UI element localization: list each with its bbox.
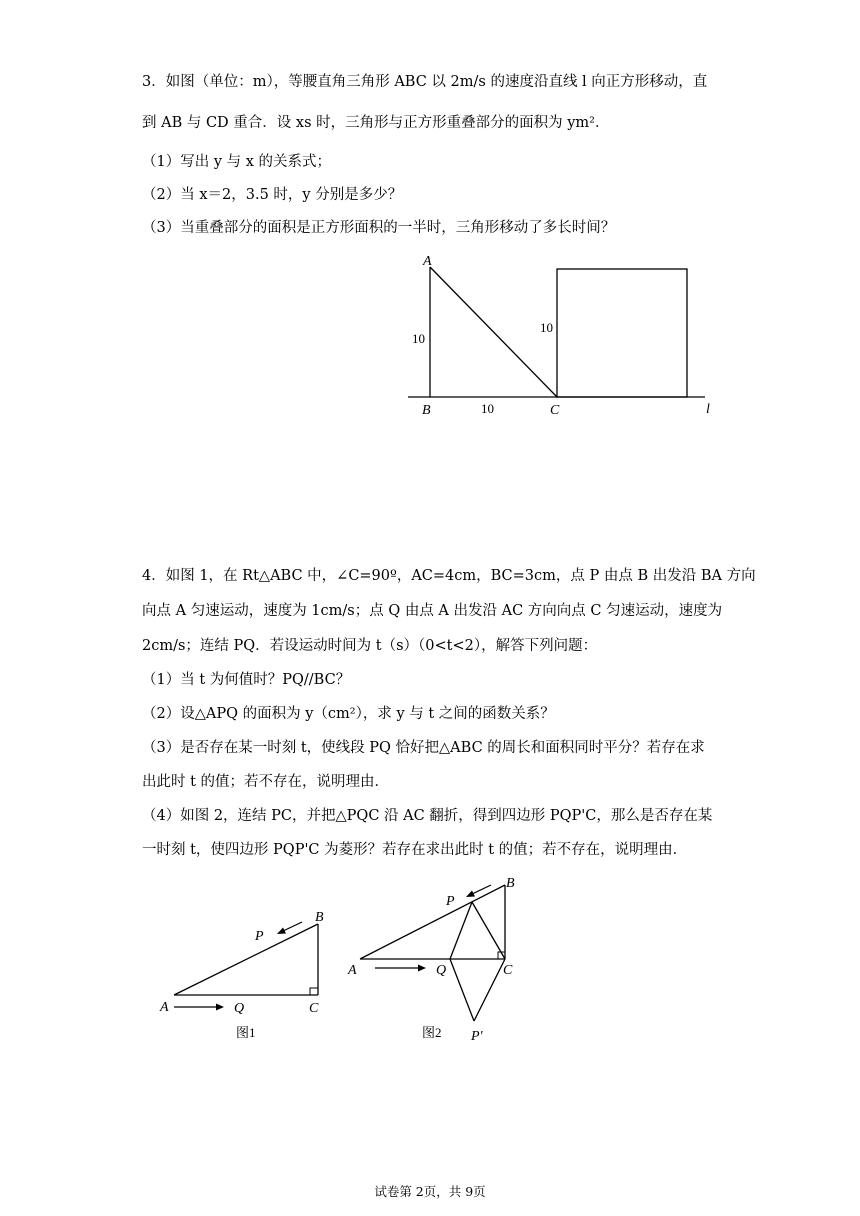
fig1-arrowhead-Q	[216, 1004, 224, 1011]
fig1-label-Q: Q	[234, 1001, 245, 1016]
page-footer: 试卷第 2页，共 9页	[374, 1184, 486, 1199]
q4-figure-1	[150, 895, 350, 1045]
fig2-label-P: P	[446, 894, 455, 909]
fig2-QPp	[450, 959, 474, 1021]
q4-part-4: （4）如图 2，连结 PC，并把△PQC 沿 AC 翻折，得到四边形 PQP'C，那么是否存在某	[142, 808, 713, 824]
square	[557, 269, 687, 397]
fig2-caption: 图2	[422, 1025, 442, 1040]
q4-line-3: 2cm/s；连结 PQ．若设运动时间为 t（s）（0<t<2），解答下列问题：	[142, 638, 598, 654]
fig1-right-angle-mark	[310, 988, 318, 995]
q3-line-1: 3．如图（单位：m），等腰直角三角形 ABC 以 2m/s 的速度沿直线 l 向正方形移动，直	[142, 74, 708, 90]
q3-line-2: 到 AB 与 CD 重合．设 xs 时，三角形与正方形重叠部分的面积为 ym²．	[142, 115, 610, 131]
q3-part-1: （1）写出 y 与 x 的关系式；	[142, 154, 332, 170]
q4-line-2: 向点 A 匀速运动，速度为 1cm/s；点 Q 由点 A 出发沿 AC 方向向点 C 匀速运动，速度为	[142, 603, 723, 619]
q4-line-1: 4．如图 1，在 Rt△ABC 中，∠C=90º，AC=4cm，BC=3cm，点 P 由点 B 出发沿 BA 方向	[142, 568, 756, 584]
q3-figure	[400, 245, 730, 425]
q4-part-1: （1）当 t 为何值时？PQ//BC？	[142, 672, 351, 688]
fig2-label-A: A	[348, 963, 357, 978]
fig2-CPp	[474, 959, 505, 1021]
q4-part-3-cont: 出此时 t 的值；若不存在，说明理由．	[142, 774, 390, 790]
q4-part-2: （2）设△APQ 的面积为 y（cm²），求 y 与 t 之间的函数关系？	[142, 706, 555, 722]
fig2-label-Q: Q	[436, 963, 447, 978]
fig1-label-A: A	[160, 1000, 169, 1015]
q4-part-4-cont: 一时刻 t，使四边形 PQP'C 为菱形？若存在求出此时 t 的值；若不存在，说明理由．	[142, 842, 688, 858]
fig1-side-AB	[174, 924, 318, 995]
triangle-side-AC	[430, 267, 557, 397]
label-side-AB: 10	[412, 331, 425, 346]
fig2-PC	[472, 902, 505, 959]
label-side-BC: 10	[481, 401, 494, 416]
label-l: l	[706, 402, 710, 417]
fig1-label-P: P	[255, 929, 264, 944]
fig2-label-B: B	[506, 876, 515, 891]
fig2-arrowhead-Q	[418, 965, 426, 972]
label-B: B	[422, 403, 431, 418]
q3-part-2: （2）当 x＝2，3.5 时，y 分别是多少？	[142, 187, 403, 203]
fig2-label-Pprime: P'	[471, 1029, 483, 1044]
fig2-PQ	[450, 902, 472, 959]
label-side-square: 10	[540, 320, 553, 335]
fig1-caption: 图1	[236, 1025, 256, 1040]
q3-part-3: （3）当重叠部分的面积是正方形面积的一半时，三角形移动了多长时间？	[142, 220, 616, 236]
fig2-label-C: C	[503, 963, 513, 978]
fig1-label-C: C	[309, 1001, 319, 1016]
q4-part-3: （3）是否存在某一时刻 t，使线段 PQ 恰好把△ABC 的周长和面积同时平分？若存在求	[142, 740, 705, 756]
q4-figure-2	[345, 870, 545, 1045]
fig1-label-B: B	[315, 910, 324, 925]
label-A: A	[423, 254, 432, 269]
label-C: C	[550, 403, 560, 418]
